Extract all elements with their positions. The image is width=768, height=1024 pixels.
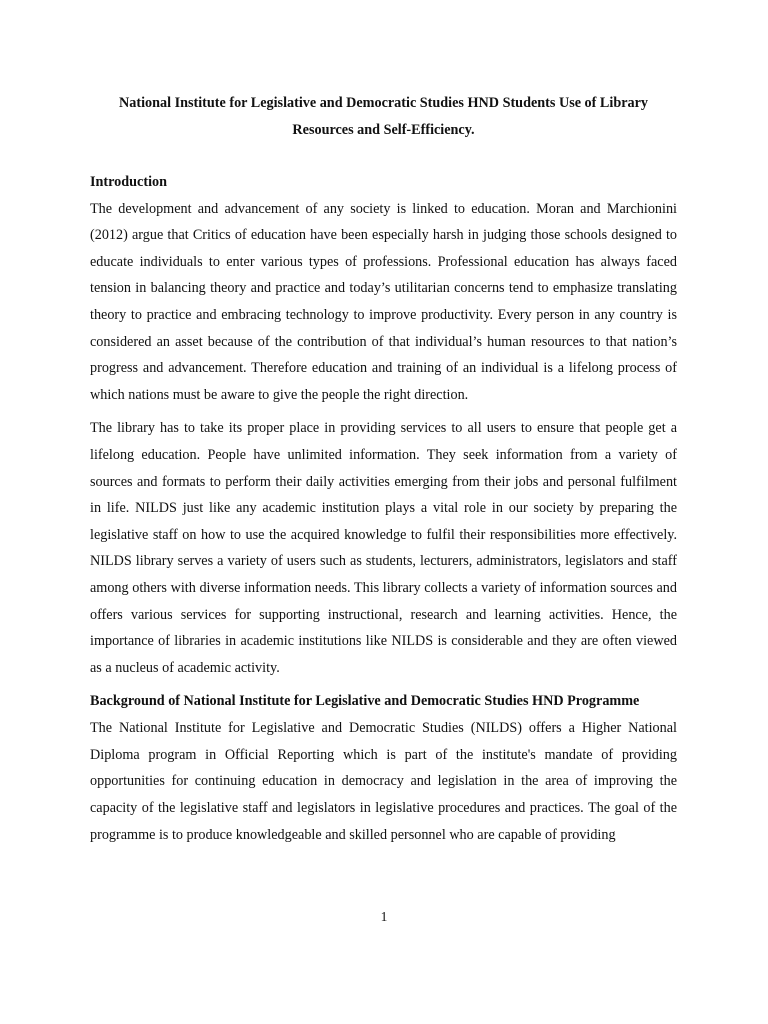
section-heading-introduction: Introduction xyxy=(90,174,167,190)
paragraph: The National Institute for Legislative and Democratic Studies (NILDS) offers a Higher National Diploma program in Official Reporting which is part of the institute's mandate of providing opportunities for continuing education in democracy and legislation in the area of improving the capacity of the legislative staff and legislators in legislative procedures and practices. The goal of the programme is to produce knowledgeable and skilled personnel who are capable of providing xyxy=(90,720,677,843)
paragraph: The library has to take its proper place in providing services to all users to ensure that people get a lifelong education. People have unlimited information. They seek information from a variety of sources and formats to perform their daily activities emerging from their jobs and personal fulfilment in life. NILDS just like any academic institution plays a vital role in our society by preparing the legislative staff on how to use the acquired knowledge to fulfil their responsibilities more effectively. NILDS library serves a variety of users such as students, lecturers, administrators, legislators and staff among others with diverse information needs. This library collects a variety of information sources and offers various services for supporting instructional, research and learning activities. Hence, the importance of libraries in academic institutions like NILDS is considerable and they are often viewed as a nucleus of academic activity. xyxy=(90,420,677,676)
document-title: National Institute for Legislative and Democratic Studies HND Students Use of Library Resources and Self-Efficiency. xyxy=(119,95,648,138)
paragraph: The development and advancement of any society is linked to education. Moran and Marchionini (2012) argue that Critics of education have been especially harsh in judging those schools designed to educate individuals to enter various types of professions. Professional education has always faced tension in balancing theory and practice and today’s utilitarian concerns tend to emphasize translating theory to practice and embracing technology to improve productivity. Every person in any country is considered an asset because of the contribution of that individual’s human resources to that nation’s progress and advancement. Therefore education and training of an individual is a lifelong process of which nations must be aware to give the people the right direction. xyxy=(90,200,677,403)
page-number: 1 xyxy=(380,909,388,924)
section-heading-background: Background of National Institute for Legislative and Democratic Studies HND Programme xyxy=(90,693,640,710)
document-body xyxy=(90,90,677,855)
